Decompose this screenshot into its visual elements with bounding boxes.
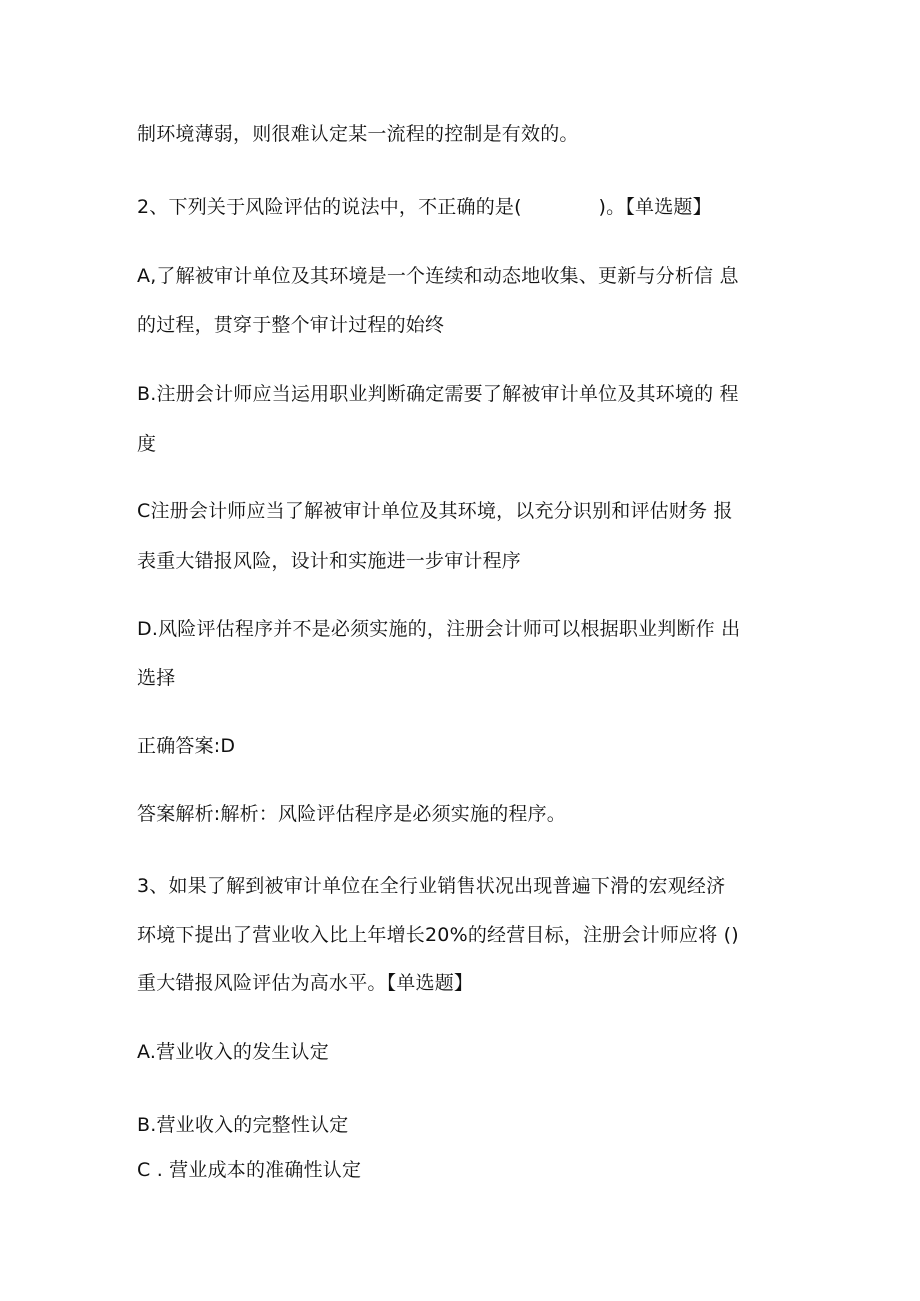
- question-2-option-a: A,了解被审计单位及其环境是一个连续和动态地收集、更新与分析信 息: [137, 265, 739, 287]
- question-2-option-c-cont: 表重大错报风险，设计和实施进一步审计程序: [137, 550, 522, 572]
- question-2-answer: 正确答案:D: [137, 735, 236, 757]
- question-2-option-d-cont: 选择: [137, 667, 176, 689]
- question-2-option-a-cont: 的过程，贯穿于整个审计过程的始终: [137, 314, 445, 336]
- question-3-stem-cont: 环境下提出了营业收入比上年增长20%的经营目标，注册会计师应将 (): [137, 924, 739, 946]
- text-line: 制环境薄弱，则很难认定某一流程的控制是有效的。: [137, 123, 579, 145]
- question-3-stem-cont: 重大错报风险评估为高水平。【单选题】: [137, 972, 474, 994]
- question-2-stem: 2、下列关于风险评估的说法中，不正确的是( )。【单选题】: [137, 196, 712, 218]
- question-2-option-d: D.风险评估程序并不是必须实施的，注册会计师可以根据职业判断作 出: [137, 618, 741, 640]
- question-3-option-b: B.营业收入的完整性认定: [137, 1114, 349, 1136]
- question-3-stem: 3、如果了解到被审计单位在全行业销售状况出现普遍下滑的宏观经济: [137, 875, 726, 897]
- question-2-option-b-cont: 度: [137, 433, 157, 455]
- question-2-explanation: 答案解析:解析：风险评估程序是必须实施的程序。: [137, 803, 567, 825]
- question-3-option-c: C . 营业成本的准确性认定: [137, 1159, 362, 1181]
- question-2-option-c: C注册会计师应当了解被审计单位及其环境，以充分识别和评估财务 报: [137, 500, 733, 522]
- question-2-option-b: B.注册会计师应当运用职业判断确定需要了解被审计单位及其环境的 程: [137, 383, 739, 405]
- question-3-option-a: A.营业收入的发生认定: [137, 1041, 329, 1063]
